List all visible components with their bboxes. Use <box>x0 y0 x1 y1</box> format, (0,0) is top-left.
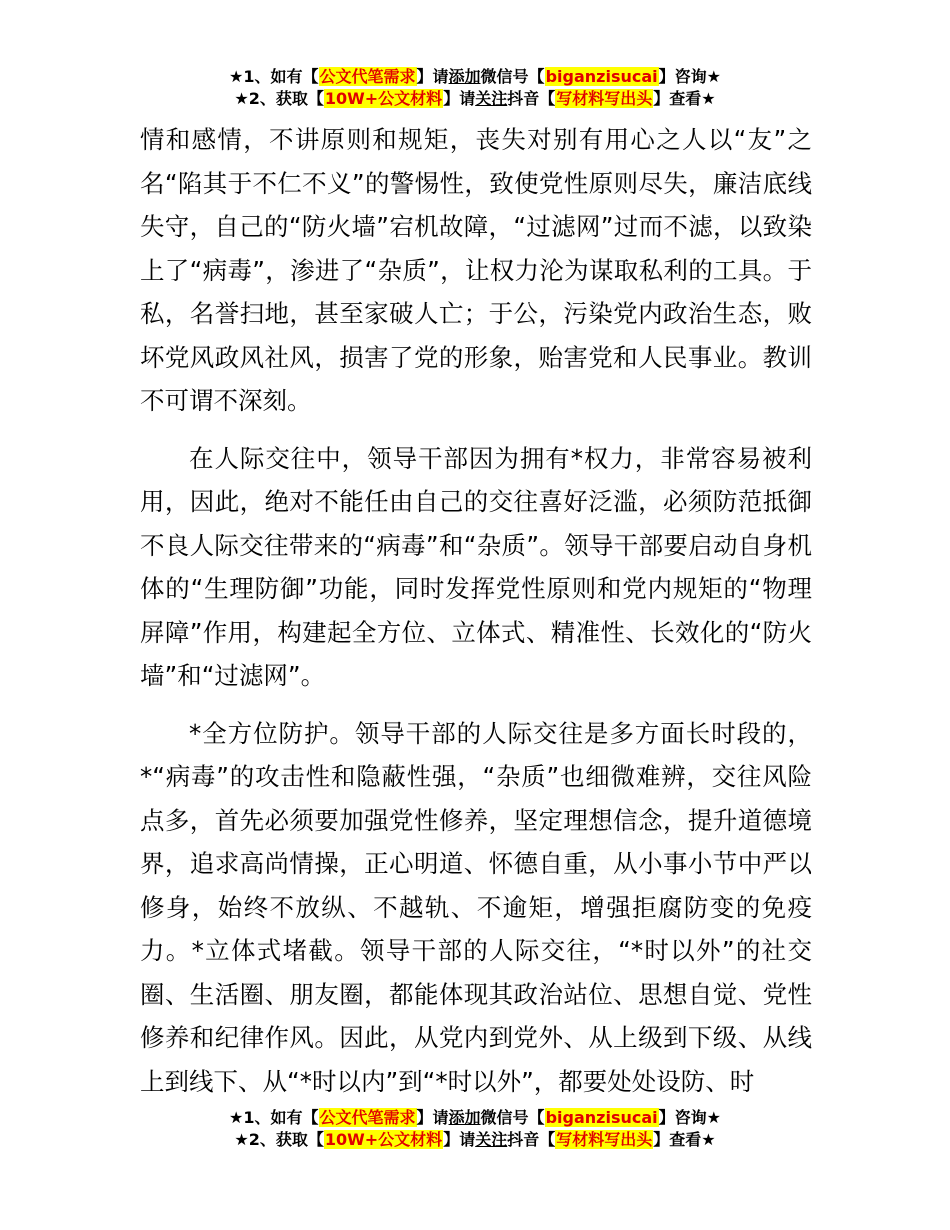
footer-line-2 <box>0 1129 950 1151</box>
footer-text: 】请 <box>443 1130 476 1149</box>
underlined-text: 关注 <box>475 89 508 108</box>
paragraph-3: *全方位防护。领导干部的人际交往是多方面长时段的，*“病毒”的攻击性和隐蔽性强，“杂质”也细微难辨，交往风险点多，首先必须要加强党性修养，坚定理想信念，提升道德境界，追求高尚情操，正心明道、怀德自重，从小事小节中严以修身，始终不放纵、不越轨、不逾矩，增强拒腐防变的免疫力。*立体式堵截。领导干部的人际交往，“*时以外”的社交圈、生活圈、朋友圈，都能体现其政治站位、思想自觉、党性修养和纪律作风。因此，从党内到党外、从上级到下级、从线上到线下、从“*时以内”到“*时以外”，都要处处设防、时 <box>140 718 812 1096</box>
paragraph-2: 在人际交往中，领导干部因为拥有*权力，非常容易被利用，因此，绝对不能任由自己的交往喜好泛滥，必须防范抵御不良人际交往带来的“病毒”和“杂质”。领导干部要启动自身机体的“生理防御”功能，同时发挥党性原则和党内规矩的“物理屏障”作用，构建起全方位、立体式、精准性、长效化的“防火墙”和“过滤网”。 <box>140 443 812 690</box>
footer-text: ★1、如有【 <box>229 1108 319 1127</box>
footer-text: 】咨询★ <box>658 1108 721 1127</box>
highlight-wechat-id: biganzisucai <box>545 1108 658 1127</box>
header-text: 】查看★ <box>653 89 716 108</box>
highlight-service: 公文代笔需求 <box>319 67 416 86</box>
highlight-douyin-account: 写材料写出头 <box>556 89 653 108</box>
header-text: 】请 <box>416 67 449 86</box>
footer-text: 】请 <box>416 1108 449 1127</box>
footer-text: 抖音【 <box>507 1130 556 1149</box>
underlined-text: 关注 <box>475 1130 508 1149</box>
footer-text: ★2、获取【 <box>234 1130 324 1149</box>
paragraph-1: 情和感情，不讲原则和规矩，丧失对别有用心之人以“友”之名“陷其于不仁不义”的警惕性，致使党性原则尽失，廉洁底线失守，自己的“防火墙”宕机故障，“过滤网”过而不滤，以致染上了“病毒”，渗进了“杂质”，让权力沦为谋取私利的工具。于私，名誉扫地，甚至家破人亡；于公，污染党内政治生态，败坏党风政风社风，损害了党的形象，贻害党和人民事业。教训不可谓不深刻。 <box>140 125 812 415</box>
highlight-douyin-account: 写材料写出头 <box>556 1130 653 1149</box>
highlight-wechat-id: biganzisucai <box>545 67 658 86</box>
highlight-materials: 10W+公文材料 <box>324 89 443 108</box>
header-text: 抖音【 <box>507 89 556 108</box>
header-text: 】咨询★ <box>658 67 721 86</box>
document-body <box>140 118 812 1103</box>
header-banner <box>0 66 950 110</box>
highlight-service: 公文代笔需求 <box>319 1108 416 1127</box>
header-text: 微信号【 <box>480 67 545 86</box>
header-line-1 <box>0 66 950 88</box>
underlined-text: 添加 <box>448 1108 481 1127</box>
underlined-text: 添加 <box>448 67 481 86</box>
header-line-2 <box>0 88 950 110</box>
footer-line-1 <box>0 1107 950 1129</box>
footer-text: 微信号【 <box>480 1108 545 1127</box>
footer-banner <box>0 1107 950 1151</box>
footer-text: 】查看★ <box>653 1130 716 1149</box>
header-text: ★1、如有【 <box>229 67 319 86</box>
highlight-materials: 10W+公文材料 <box>324 1130 443 1149</box>
header-text: 】请 <box>443 89 476 108</box>
header-text: ★2、获取【 <box>234 89 324 108</box>
